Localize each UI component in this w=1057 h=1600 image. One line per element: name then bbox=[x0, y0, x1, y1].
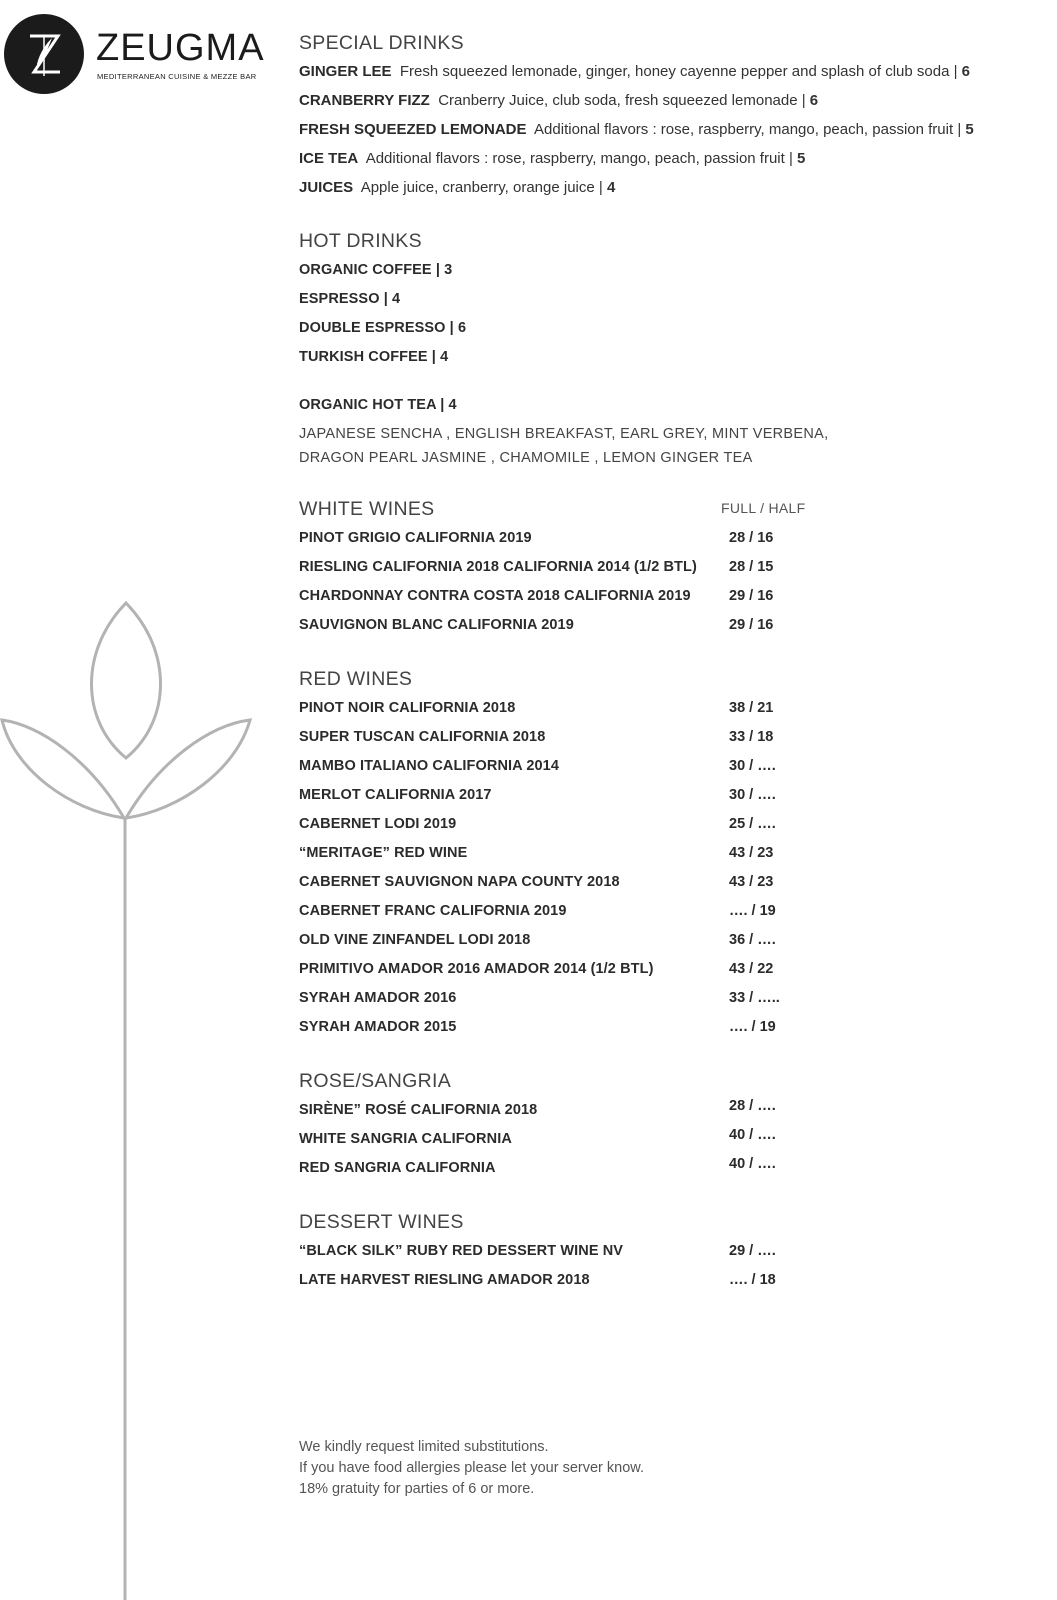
wine-name: PINOT GRIGIO CALIFORNIA 2019 bbox=[299, 530, 532, 546]
drink-description: Cranberry Juice, club soda, fresh squeezed lemonade bbox=[438, 92, 798, 109]
footer-line: If you have food allergies please let your server know. bbox=[299, 1460, 644, 1476]
wine-row bbox=[299, 584, 1019, 613]
red-wines-section bbox=[299, 666, 1019, 1044]
tea-heading bbox=[299, 393, 1019, 422]
hot-drink-name: TURKISH COFFEE | 4 bbox=[299, 349, 449, 365]
wine-name: CABERNET SAUVIGNON NAPA COUNTY 2018 bbox=[299, 874, 620, 890]
wine-name: CABERNET FRANC CALIFORNIA 2019 bbox=[299, 903, 567, 919]
wine-row bbox=[299, 957, 1019, 986]
wine-row bbox=[299, 841, 1019, 870]
logo bbox=[4, 14, 264, 94]
drink-price: 6 bbox=[961, 63, 970, 80]
section-title: DESSERT WINES bbox=[299, 1211, 464, 1233]
drink-name: ICE TEA bbox=[299, 150, 359, 167]
drink-price: 5 bbox=[965, 121, 974, 138]
wine-name: SAUVIGNON BLANC CALIFORNIA 2019 bbox=[299, 617, 574, 633]
wine-price: 40 / …. bbox=[729, 1127, 776, 1143]
special-drinks-section bbox=[299, 30, 1019, 200]
drink-price: 5 bbox=[797, 150, 806, 167]
wine-price: 30 / …. bbox=[729, 787, 776, 803]
wine-name: RIESLING CALIFORNIA 2018 CALIFORNIA 2014 (1/2 BTL) bbox=[299, 559, 697, 575]
wine-row bbox=[299, 696, 1019, 725]
wine-row bbox=[299, 613, 1019, 642]
wine-price: 25 / …. bbox=[729, 816, 776, 832]
wine-name: LATE HARVEST RIESLING AMADOR 2018 bbox=[299, 1272, 590, 1288]
footer-line: 18% gratuity for parties of 6 or more. bbox=[299, 1481, 535, 1497]
wine-name: PRIMITIVO AMADOR 2016 AMADOR 2014 (1/2 BTL) bbox=[299, 961, 654, 977]
wine-name: SIRÈNE” ROSÉ CALIFORNIA 2018 bbox=[299, 1102, 538, 1118]
hot-drink-item bbox=[299, 345, 1019, 374]
drink-name: JUICES bbox=[299, 179, 354, 196]
wine-row bbox=[299, 783, 1019, 812]
drink-name: CRANBERRY FIZZ bbox=[299, 92, 430, 109]
brand-name: ZEUGMA bbox=[96, 27, 265, 69]
hot-drink-name: DOUBLE ESPRESSO | 6 bbox=[299, 320, 467, 336]
wine-name: “MERITAGE” RED WINE bbox=[299, 845, 468, 861]
wine-row bbox=[299, 754, 1019, 783]
wine-row bbox=[299, 870, 1019, 899]
wine-name: CABERNET LODI 2019 bbox=[299, 816, 457, 832]
wine-price: 43 / 22 bbox=[729, 961, 774, 977]
wine-row bbox=[299, 1015, 1019, 1044]
wine-price: …. / 19 bbox=[729, 903, 776, 919]
wine-row bbox=[299, 1156, 1019, 1185]
wine-price: …. / 19 bbox=[729, 1019, 776, 1035]
dessert-wines-section bbox=[299, 1209, 1019, 1297]
wine-row bbox=[299, 1098, 1019, 1127]
drink-description: Additional flavors : rose, raspberry, mango, peach, passion fruit bbox=[365, 150, 785, 167]
leaf-decoration-icon bbox=[0, 600, 260, 1600]
white-wines-section bbox=[299, 496, 1019, 642]
hot-drink-name: ESPRESSO | 4 bbox=[299, 291, 401, 307]
wine-name: SUPER TUSCAN CALIFORNIA 2018 bbox=[299, 729, 546, 745]
wine-price: 43 / 23 bbox=[729, 874, 774, 890]
section-title: ROSE/SANGRIA bbox=[299, 1070, 452, 1092]
wine-name: WHITE SANGRIA CALIFORNIA bbox=[299, 1131, 512, 1147]
drink-item: FRESH SQUEEZED LEMONADE Additional flavors : rose, raspberry, mango, peach, passion fruit | 5 bbox=[299, 121, 974, 138]
wine-row bbox=[299, 812, 1019, 841]
wine-name: MERLOT CALIFORNIA 2017 bbox=[299, 787, 492, 803]
drink-item: GINGER LEE Fresh squeezed lemonade, ginger, honey cayenne pepper and splash of club soda | 6 bbox=[299, 63, 970, 80]
wine-row bbox=[299, 986, 1019, 1015]
wine-price: 28 / 16 bbox=[729, 530, 774, 546]
section-title: HOT DRINKS bbox=[299, 230, 422, 252]
wine-row bbox=[299, 928, 1019, 957]
drink-description: Fresh squeezed lemonade, ginger, honey cayenne pepper and splash of club soda bbox=[399, 63, 950, 80]
footer-notes bbox=[299, 1437, 644, 1500]
wine-price: 30 / …. bbox=[729, 758, 776, 774]
drink-item: JUICES Apple juice, cranberry, orange juice | 4 bbox=[299, 179, 616, 196]
hot-drink-item bbox=[299, 287, 1019, 316]
drink-item: CRANBERRY FIZZ Cranberry Juice, club soda, fresh squeezed lemonade | 6 bbox=[299, 92, 819, 109]
wine-name: OLD VINE ZINFANDEL LODI 2018 bbox=[299, 932, 531, 948]
rose-sangria-section bbox=[299, 1068, 1019, 1185]
drink-description: Additional flavors : rose, raspberry, mango, peach, passion fruit bbox=[534, 121, 954, 138]
wine-row bbox=[299, 899, 1019, 928]
wine-name: SYRAH AMADOR 2015 bbox=[299, 1019, 457, 1035]
wine-row bbox=[299, 555, 1019, 584]
wine-price: 40 / …. bbox=[729, 1156, 776, 1172]
wine-price: 29 / …. bbox=[729, 1243, 776, 1259]
hot-drink-item bbox=[299, 316, 1019, 345]
wine-name: RED SANGRIA CALIFORNIA bbox=[299, 1160, 496, 1176]
wine-name: SYRAH AMADOR 2016 bbox=[299, 990, 457, 1006]
zeugma-emblem-icon bbox=[4, 14, 84, 94]
tea-list-line: DRAGON PEARL JASMINE , CHAMOMILE , LEMON GINGER TEA bbox=[299, 450, 753, 466]
wine-price: 29 / 16 bbox=[729, 617, 774, 633]
wine-price: 29 / 16 bbox=[729, 588, 774, 604]
drink-name: GINGER LEE bbox=[299, 63, 392, 80]
brand-tagline: MEDITERRANEAN CUISINE & MEZZE BAR bbox=[97, 72, 257, 81]
section-title: WHITE WINES bbox=[299, 498, 435, 520]
hot-drink-name: ORGANIC COFFEE | 3 bbox=[299, 262, 453, 278]
drink-price: 4 bbox=[606, 179, 616, 196]
wine-row bbox=[299, 1268, 1019, 1297]
wine-row bbox=[299, 526, 1019, 555]
tea-title: ORGANIC HOT TEA | 4 bbox=[299, 397, 457, 413]
wine-price: 33 / ….. bbox=[729, 990, 780, 1006]
wine-name: PINOT NOIR CALIFORNIA 2018 bbox=[299, 700, 516, 716]
hot-drinks-section bbox=[299, 228, 1019, 470]
wine-name: CHARDONNAY CONTRA COSTA 2018 CALIFORNIA 2019 bbox=[299, 588, 691, 604]
drink-item: ICE TEA Additional flavors : rose, raspberry, mango, peach, passion fruit | 5 bbox=[299, 150, 806, 167]
wine-price: 28 / 15 bbox=[729, 559, 774, 575]
price-column-header: FULL / HALF bbox=[721, 500, 806, 516]
wine-row bbox=[299, 725, 1019, 754]
wine-name: “BLACK SILK” RUBY RED DESSERT WINE NV bbox=[299, 1243, 624, 1259]
wine-name: MAMBO ITALIANO CALIFORNIA 2014 bbox=[299, 758, 559, 774]
section-title: SPECIAL DRINKS bbox=[299, 32, 464, 54]
wine-price: 43 / 23 bbox=[729, 845, 774, 861]
wine-row bbox=[299, 1239, 1019, 1268]
wine-price: 38 / 21 bbox=[729, 700, 774, 716]
footer-line: We kindly request limited substitutions. bbox=[299, 1439, 549, 1455]
drink-name: FRESH SQUEEZED LEMONADE bbox=[299, 121, 527, 138]
tea-list-line: JAPANESE SENCHA , ENGLISH BREAKFAST, EARL GREY, MINT VERBENA, bbox=[299, 426, 829, 442]
wine-price: 33 / 18 bbox=[729, 729, 774, 745]
wine-row bbox=[299, 1127, 1019, 1156]
drink-price: 6 bbox=[809, 92, 819, 109]
wine-price: 28 / …. bbox=[729, 1098, 776, 1114]
wine-price: …. / 18 bbox=[729, 1272, 776, 1288]
wine-price: 36 / …. bbox=[729, 932, 776, 948]
section-title: RED WINES bbox=[299, 668, 413, 690]
drink-description: Apple juice, cranberry, orange juice bbox=[360, 179, 595, 196]
hot-drink-item bbox=[299, 258, 1019, 287]
